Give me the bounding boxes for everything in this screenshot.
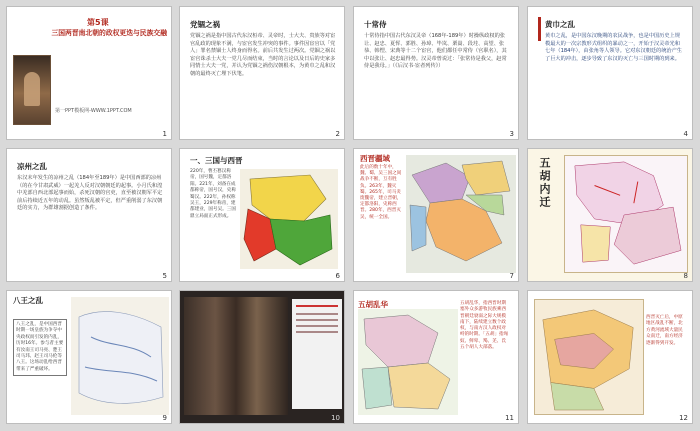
sixteen-kingdoms-map xyxy=(358,309,458,415)
slide-thumbnail-5[interactable] xyxy=(6,148,172,282)
slide-text: 八王之乱，是中国西晋时期一场皇族为争夺中央政权而引发的内乱，历时16年。参与者主要有汝南王司马亮、楚王司马玮、赵王司马伦等八王。这场动乱给西晋带来了严重破坏。 xyxy=(13,319,67,376)
slide-thumbnail-7[interactable] xyxy=(353,148,519,282)
slide-thumbnail-11[interactable] xyxy=(353,290,519,424)
slide-number: 7 xyxy=(509,272,514,280)
western-jin-map xyxy=(406,155,516,273)
lesson-title: 三国两晋南北朝的政权更迭与民族交融 xyxy=(51,29,167,37)
slide-thumbnail-4[interactable] xyxy=(527,6,693,140)
slide-text: 东汉末年发生的凉州之乱（184年至189年）是中国西部的凉州（的在今甘肃武威）一起羌人反对汉朝朝廷的起事。小月氏和湟中羌部自西北部起事而始，杀死汉朝的官吏，直至被汉朝军平定前后持续近五年的动乱。虽然叛乱被平定，但严重削弱了东汉朝廷的实力，为群雄割据创造了条件。 xyxy=(17,175,163,212)
slide-number: 6 xyxy=(335,272,340,280)
slide-thumbnail-3[interactable] xyxy=(353,6,519,140)
slide-title: 十常侍 xyxy=(364,20,387,29)
slide-title: 西晋疆域 xyxy=(360,154,390,163)
three-kingdoms-map xyxy=(240,169,338,269)
lesson-number: 第5课 xyxy=(87,18,109,27)
drama-photo xyxy=(184,297,288,415)
slide-thumbnail-2[interactable] xyxy=(179,6,345,140)
slide-title: 八王之乱 xyxy=(13,296,43,305)
slide-thumbnail-1[interactable] xyxy=(6,6,172,140)
slide-number: 1 xyxy=(162,130,167,138)
slide-number: 5 xyxy=(162,272,167,280)
slide-title: 凉州之乱 xyxy=(17,162,47,171)
slide-title: 五胡内迁 xyxy=(538,157,551,209)
slide-title: 五胡乱华 xyxy=(358,300,388,309)
slide-text: 220年，曹丕篡汉称帝，国号魏，定都洛阳。221年，刘备在成都称帝，国号汉，史称蜀汉。222年，孙权称吴王，229年称帝，建都建业，国号吴。三国鼎立局面正式形成。 xyxy=(190,169,236,219)
cover-photo xyxy=(13,55,51,125)
website-text: 第一PPT模板网-WWW.1PPT.COM xyxy=(55,108,132,114)
slide-text: 此后的数十年中，魏、蜀、吴三国之间战争不断，互有胜负。263年，魏灭蜀。265年，司马炎废魏帝，建立晋朝，定都洛阳，史称西晋。280年，西晋灭吴，统一全国。 xyxy=(360,165,402,220)
slide-number: 11 xyxy=(505,414,514,422)
slide-text: 黄巾之乱，是中国东汉晚期的农民战争，也是中国历史上规模最大的一次宗教形式组织的暴动之一，开始于汉灵帝光和七年（184年），由张角等人领导。它对东汉朝廷的统治产生了巨大的冲击，逐步导致了东汉的灭亡与三国时期的到来。 xyxy=(545,33,682,62)
slide-number: 12 xyxy=(679,414,688,422)
slide-thumbnail-10[interactable] xyxy=(179,290,345,424)
slide-thumbnail-6[interactable] xyxy=(179,148,345,282)
slide-title: 一、三国与西晋 xyxy=(190,156,243,165)
slide-thumbnail-9[interactable] xyxy=(6,290,172,424)
historical-map xyxy=(534,299,644,415)
slide-text: 党锢之祸是指中国古代东汉桓帝、灵帝时，士大夫、贵族等对宦官乱政的现象不满，与宦官发生冲突的事件。事件因宦官以「党人」罪名禁锢士人终身而得名。前后共发生过两次。党锢之祸以宦官诛杀士大夫一党几尽而结束，当时的言论以及日后的史家多同情士大夫一党，并认为党锢之祸伤汉朝根本，为黄巾之乱和汉朝的最终灭亡埋下伏笔。 xyxy=(190,33,336,77)
character-list-image xyxy=(292,299,342,409)
migration-map xyxy=(564,155,688,273)
slide-number: 8 xyxy=(683,272,688,280)
slide-number: 9 xyxy=(162,414,167,422)
slide-number: 3 xyxy=(509,130,514,138)
slide-thumbnail-12[interactable] xyxy=(527,290,693,424)
slide-text: 十常侍指中国古代东汉灵帝（168年-189年）时操纵政权的张让、赵忠、夏恽、郭胜、孙璋、毕岚、栗嵩、段珪、高望、张恭、韩悝、宋典等十二个宦官，他们都任中常侍（官职名），其中以张让、赵忠最得势。汉灵帝曾说过：「张常侍是我父，赵常侍是我母。」（《后汉书·宦者列传》） xyxy=(364,33,507,70)
slide-title: 黄巾之乱 xyxy=(545,20,575,29)
slide-number: 10 xyxy=(331,414,340,422)
slide-thumbnail-8[interactable] xyxy=(527,148,693,282)
title-bar xyxy=(538,17,541,41)
slide-number: 2 xyxy=(335,130,340,138)
slide-text: 五胡乱华，指西晋时期塞外众多游牧民族乘西晋朝廷衰弱之际大规模南下，陆续建立数个政权，与南方汉人政权对峙的时期。「五胡」指匈奴、鲜卑、羯、羌、氐五个胡人大部落。 xyxy=(460,301,509,351)
slide-title: 党锢之祸 xyxy=(190,20,220,29)
slide-text: 西晋灭亡后，中原地区战乱不断，北方黄河流域大量民众南迁，南方经济逐渐得到开发。 xyxy=(646,315,683,346)
slide-number: 4 xyxy=(683,130,688,138)
eight-princes-map xyxy=(71,297,169,415)
